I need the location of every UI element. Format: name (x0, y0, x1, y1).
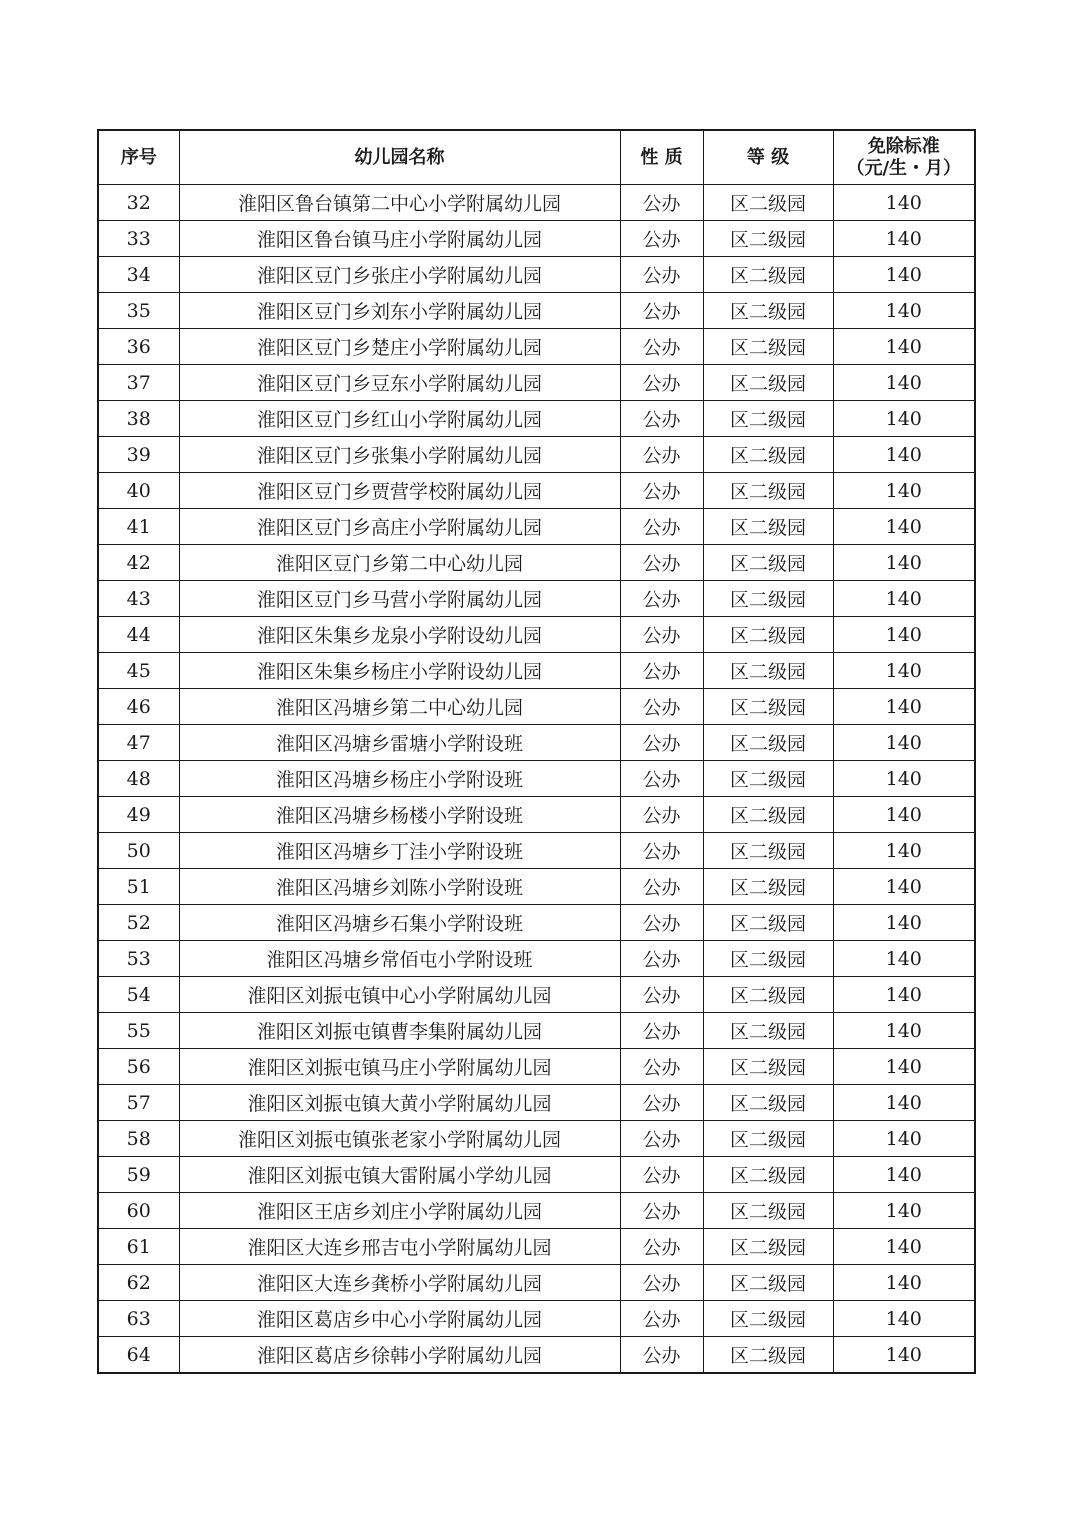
cell-name: 淮阳区豆门乡贾营学校附属幼儿园 (179, 473, 620, 509)
cell-nature: 公办 (620, 653, 703, 689)
cell-level: 区二级园 (703, 1301, 833, 1337)
cell-index: 33 (98, 221, 179, 257)
cell-fee: 140 (833, 365, 975, 401)
cell-index: 61 (98, 1229, 179, 1265)
cell-nature: 公办 (620, 437, 703, 473)
cell-name: 淮阳区豆门乡红山小学附属幼儿园 (179, 401, 620, 437)
cell-level: 区二级园 (703, 905, 833, 941)
cell-nature: 公办 (620, 1085, 703, 1121)
table-row (98, 905, 975, 941)
cell-name: 淮阳区豆门乡高庄小学附属幼儿园 (179, 509, 620, 545)
cell-fee: 140 (833, 1301, 975, 1337)
cell-name: 淮阳区刘振屯镇张老家小学附属幼儿园 (179, 1121, 620, 1157)
header-level: 等 级 (703, 130, 833, 185)
table-row (98, 1157, 975, 1193)
cell-nature: 公办 (620, 1265, 703, 1301)
cell-nature: 公办 (620, 1301, 703, 1337)
cell-index: 59 (98, 1157, 179, 1193)
cell-level: 区二级园 (703, 689, 833, 725)
header-index: 序号 (98, 130, 179, 185)
cell-nature: 公办 (620, 1193, 703, 1229)
table-row (98, 617, 975, 653)
table-row (98, 473, 975, 509)
cell-nature: 公办 (620, 797, 703, 833)
cell-fee: 140 (833, 905, 975, 941)
cell-nature: 公办 (620, 257, 703, 293)
cell-index: 46 (98, 689, 179, 725)
cell-fee: 140 (833, 1193, 975, 1229)
cell-nature: 公办 (620, 221, 703, 257)
cell-name: 淮阳区刘振屯镇中心小学附属幼儿园 (179, 977, 620, 1013)
cell-nature: 公办 (620, 617, 703, 653)
cell-name: 淮阳区大连乡邢吉屯小学附属幼儿园 (179, 1229, 620, 1265)
cell-name: 淮阳区冯塘乡常佰屯小学附设班 (179, 941, 620, 977)
cell-index: 60 (98, 1193, 179, 1229)
header-name: 幼儿园名称 (179, 130, 620, 185)
table-row (98, 689, 975, 725)
cell-level: 区二级园 (703, 869, 833, 905)
cell-level: 区二级园 (703, 473, 833, 509)
table-row (98, 1121, 975, 1157)
cell-fee: 140 (833, 869, 975, 905)
cell-name: 淮阳区豆门乡第二中心幼儿园 (179, 545, 620, 581)
table-row (98, 1301, 975, 1337)
cell-index: 36 (98, 329, 179, 365)
cell-fee: 140 (833, 545, 975, 581)
table-row (98, 797, 975, 833)
cell-index: 47 (98, 725, 179, 761)
cell-level: 区二级园 (703, 257, 833, 293)
cell-fee: 140 (833, 185, 975, 221)
cell-index: 50 (98, 833, 179, 869)
cell-name: 淮阳区豆门乡张庄小学附属幼儿园 (179, 257, 620, 293)
cell-name: 淮阳区葛店乡徐韩小学附属幼儿园 (179, 1337, 620, 1374)
kindergarten-fee-table (97, 129, 976, 1374)
table-row (98, 1337, 975, 1374)
cell-nature: 公办 (620, 1157, 703, 1193)
table-row (98, 329, 975, 365)
cell-index: 54 (98, 977, 179, 1013)
cell-nature: 公办 (620, 1229, 703, 1265)
cell-level: 区二级园 (703, 437, 833, 473)
cell-level: 区二级园 (703, 1337, 833, 1374)
cell-nature: 公办 (620, 509, 703, 545)
cell-level: 区二级园 (703, 1121, 833, 1157)
table-row (98, 1229, 975, 1265)
cell-name: 淮阳区豆门乡刘东小学附属幼儿园 (179, 293, 620, 329)
cell-fee: 140 (833, 653, 975, 689)
cell-fee: 140 (833, 725, 975, 761)
table-row (98, 401, 975, 437)
cell-name: 淮阳区冯塘乡丁洼小学附设班 (179, 833, 620, 869)
cell-nature: 公办 (620, 977, 703, 1013)
cell-name: 淮阳区豆门乡豆东小学附属幼儿园 (179, 365, 620, 401)
cell-nature: 公办 (620, 905, 703, 941)
cell-level: 区二级园 (703, 509, 833, 545)
cell-level: 区二级园 (703, 725, 833, 761)
cell-name: 淮阳区刘振屯镇马庄小学附属幼儿园 (179, 1049, 620, 1085)
cell-fee: 140 (833, 1013, 975, 1049)
cell-name: 淮阳区朱集乡杨庄小学附设幼儿园 (179, 653, 620, 689)
cell-level: 区二级园 (703, 761, 833, 797)
cell-name: 淮阳区刘振屯镇曹李集附属幼儿园 (179, 1013, 620, 1049)
table-row (98, 977, 975, 1013)
cell-index: 44 (98, 617, 179, 653)
table-row (98, 1013, 975, 1049)
cell-nature: 公办 (620, 725, 703, 761)
cell-name: 淮阳区冯塘乡刘陈小学附设班 (179, 869, 620, 905)
cell-name: 淮阳区冯塘乡杨楼小学附设班 (179, 797, 620, 833)
cell-nature: 公办 (620, 1121, 703, 1157)
cell-fee: 140 (833, 977, 975, 1013)
cell-fee: 140 (833, 581, 975, 617)
cell-index: 52 (98, 905, 179, 941)
cell-fee: 140 (833, 1337, 975, 1374)
cell-level: 区二级园 (703, 185, 833, 221)
table-row (98, 1265, 975, 1301)
cell-level: 区二级园 (703, 1085, 833, 1121)
cell-name: 淮阳区冯塘乡石集小学附设班 (179, 905, 620, 941)
cell-index: 53 (98, 941, 179, 977)
cell-name: 淮阳区刘振屯镇大黄小学附属幼儿园 (179, 1085, 620, 1121)
cell-fee: 140 (833, 221, 975, 257)
cell-index: 35 (98, 293, 179, 329)
cell-index: 41 (98, 509, 179, 545)
cell-level: 区二级园 (703, 545, 833, 581)
cell-nature: 公办 (620, 473, 703, 509)
cell-level: 区二级园 (703, 977, 833, 1013)
cell-name: 淮阳区豆门乡马营小学附属幼儿园 (179, 581, 620, 617)
cell-level: 区二级园 (703, 1229, 833, 1265)
cell-fee: 140 (833, 833, 975, 869)
cell-index: 55 (98, 1013, 179, 1049)
table-row (98, 257, 975, 293)
cell-index: 63 (98, 1301, 179, 1337)
cell-level: 区二级园 (703, 365, 833, 401)
header-fee (833, 130, 975, 185)
header-nature: 性 质 (620, 130, 703, 185)
cell-nature: 公办 (620, 941, 703, 977)
cell-fee: 140 (833, 1265, 975, 1301)
cell-name: 淮阳区鲁台镇马庄小学附属幼儿园 (179, 221, 620, 257)
cell-index: 39 (98, 437, 179, 473)
table-row (98, 293, 975, 329)
cell-index: 62 (98, 1265, 179, 1301)
table-row (98, 581, 975, 617)
cell-name: 淮阳区王店乡刘庄小学附属幼儿园 (179, 1193, 620, 1229)
table-row (98, 1193, 975, 1229)
table-row (98, 185, 975, 221)
table-row (98, 437, 975, 473)
cell-nature: 公办 (620, 401, 703, 437)
cell-level: 区二级园 (703, 833, 833, 869)
cell-name: 淮阳区冯塘乡雷塘小学附设班 (179, 725, 620, 761)
cell-index: 49 (98, 797, 179, 833)
cell-fee: 140 (833, 689, 975, 725)
cell-level: 区二级园 (703, 1265, 833, 1301)
cell-level: 区二级园 (703, 1049, 833, 1085)
cell-index: 43 (98, 581, 179, 617)
cell-nature: 公办 (620, 1049, 703, 1085)
cell-fee: 140 (833, 797, 975, 833)
cell-index: 58 (98, 1121, 179, 1157)
cell-index: 37 (98, 365, 179, 401)
table-row (98, 365, 975, 401)
cell-level: 区二级园 (703, 1193, 833, 1229)
cell-index: 56 (98, 1049, 179, 1085)
cell-level: 区二级园 (703, 221, 833, 257)
cell-name: 淮阳区葛店乡中心小学附属幼儿园 (179, 1301, 620, 1337)
cell-nature: 公办 (620, 869, 703, 905)
cell-name: 淮阳区豆门乡张集小学附属幼儿园 (179, 437, 620, 473)
header-fee-line1: 免除标准 (867, 135, 940, 157)
cell-index: 40 (98, 473, 179, 509)
cell-fee: 140 (833, 257, 975, 293)
table-row (98, 1085, 975, 1121)
table-row (98, 653, 975, 689)
cell-fee: 140 (833, 1229, 975, 1265)
cell-nature: 公办 (620, 581, 703, 617)
cell-fee: 140 (833, 401, 975, 437)
cell-index: 64 (98, 1337, 179, 1374)
cell-fee: 140 (833, 617, 975, 653)
cell-index: 32 (98, 185, 179, 221)
cell-fee: 140 (833, 509, 975, 545)
cell-name: 淮阳区鲁台镇第二中心小学附属幼儿园 (179, 185, 620, 221)
cell-level: 区二级园 (703, 581, 833, 617)
cell-fee: 140 (833, 941, 975, 977)
cell-index: 57 (98, 1085, 179, 1121)
cell-name: 淮阳区豆门乡楚庄小学附属幼儿园 (179, 329, 620, 365)
cell-nature: 公办 (620, 545, 703, 581)
table-row (98, 509, 975, 545)
cell-index: 34 (98, 257, 179, 293)
header-fee-line2: （元/生・月） (846, 157, 962, 179)
cell-name: 淮阳区大连乡龚桥小学附属幼儿园 (179, 1265, 620, 1301)
cell-fee: 140 (833, 473, 975, 509)
cell-level: 区二级园 (703, 653, 833, 689)
cell-level: 区二级园 (703, 401, 833, 437)
table-row (98, 941, 975, 977)
cell-fee: 140 (833, 1157, 975, 1193)
cell-index: 51 (98, 869, 179, 905)
cell-level: 区二级园 (703, 1013, 833, 1049)
cell-nature: 公办 (620, 365, 703, 401)
cell-level: 区二级园 (703, 329, 833, 365)
cell-fee: 140 (833, 329, 975, 365)
cell-nature: 公办 (620, 1337, 703, 1374)
cell-nature: 公办 (620, 185, 703, 221)
cell-level: 区二级园 (703, 1157, 833, 1193)
cell-index: 38 (98, 401, 179, 437)
cell-level: 区二级园 (703, 293, 833, 329)
table-row (98, 869, 975, 905)
cell-index: 48 (98, 761, 179, 797)
cell-fee: 140 (833, 1049, 975, 1085)
table-header-row (98, 130, 975, 185)
cell-nature: 公办 (620, 833, 703, 869)
table-row (98, 725, 975, 761)
cell-nature: 公办 (620, 1013, 703, 1049)
cell-nature: 公办 (620, 689, 703, 725)
cell-fee: 140 (833, 293, 975, 329)
cell-name: 淮阳区朱集乡龙泉小学附设幼儿园 (179, 617, 620, 653)
table-row (98, 833, 975, 869)
table-row (98, 545, 975, 581)
cell-index: 45 (98, 653, 179, 689)
cell-nature: 公办 (620, 293, 703, 329)
table-row (98, 1049, 975, 1085)
table-row (98, 761, 975, 797)
cell-name: 淮阳区冯塘乡杨庄小学附设班 (179, 761, 620, 797)
cell-level: 区二级园 (703, 941, 833, 977)
cell-fee: 140 (833, 1121, 975, 1157)
cell-fee: 140 (833, 437, 975, 473)
cell-level: 区二级园 (703, 617, 833, 653)
cell-index: 42 (98, 545, 179, 581)
kindergarten-fee-table-container (97, 129, 974, 1374)
cell-nature: 公办 (620, 329, 703, 365)
cell-fee: 140 (833, 761, 975, 797)
cell-name: 淮阳区冯塘乡第二中心幼儿园 (179, 689, 620, 725)
cell-level: 区二级园 (703, 797, 833, 833)
cell-name: 淮阳区刘振屯镇大雷附属小学幼儿园 (179, 1157, 620, 1193)
table-row (98, 221, 975, 257)
table-body (98, 185, 975, 1374)
cell-nature: 公办 (620, 761, 703, 797)
cell-fee: 140 (833, 1085, 975, 1121)
